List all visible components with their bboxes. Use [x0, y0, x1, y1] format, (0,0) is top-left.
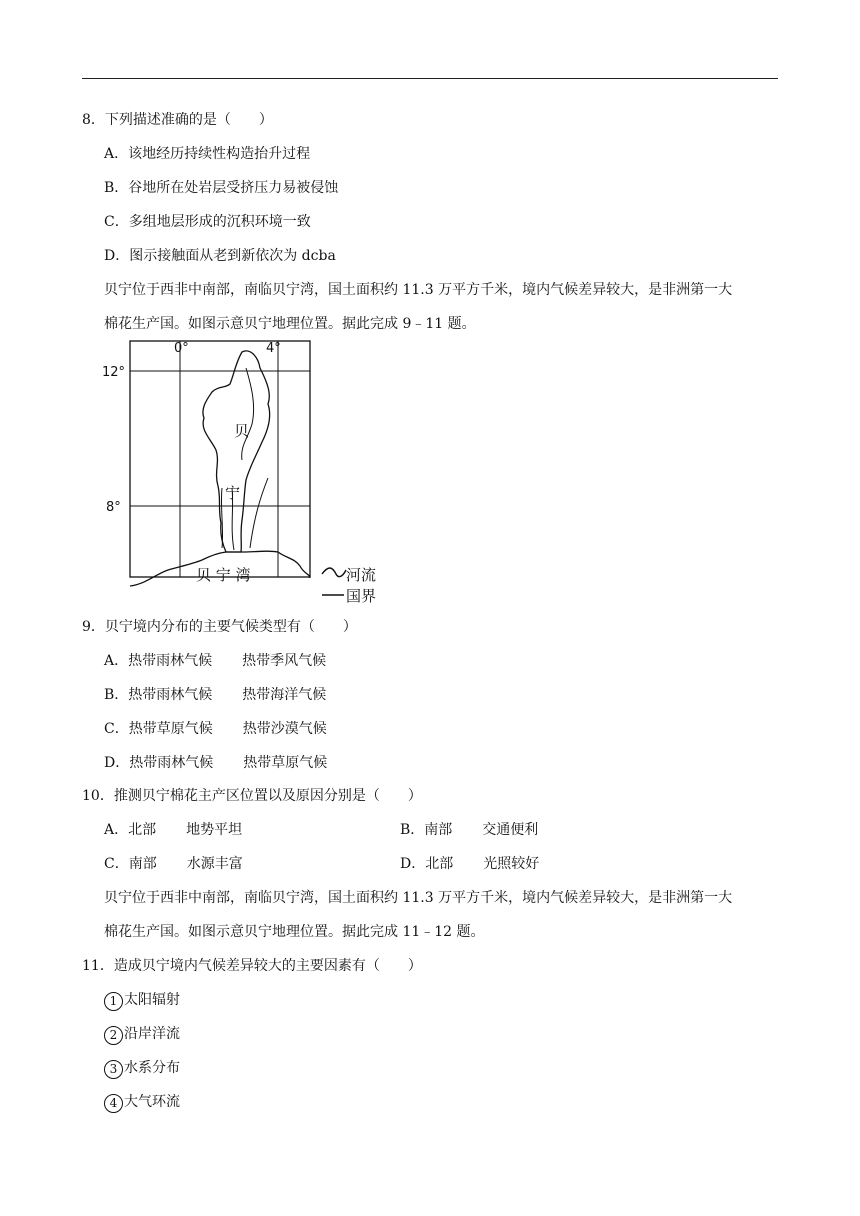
q10-option-d: D．北部 光照较好: [400, 856, 540, 872]
benin-border: [203, 351, 270, 552]
river-north: [242, 368, 254, 460]
q11-stem: 11．造成贝宁境内气候差异较大的主要因素有（ ）: [82, 958, 422, 974]
benin-map: [100, 338, 390, 610]
q8-option-c: C．多组地层形成的沉积环境一致: [104, 214, 311, 230]
q10-option-b: B．南部 交通便利: [400, 822, 539, 838]
lon-label-4: 4°: [266, 341, 281, 356]
q11-item-2: 2 沿岸洋流: [104, 1024, 180, 1045]
q11-item-3: 3 水系分布: [104, 1058, 180, 1079]
q9-option-d: D．热带雨林气候 热带草原气候: [104, 755, 328, 771]
circled-number: 4: [104, 1094, 123, 1113]
country-char-2: 宁: [225, 484, 241, 502]
q9-option-c: C．热带草原气候 热带沙漠气候: [104, 721, 327, 737]
q10-option-c: C．南部 水源丰富: [104, 856, 243, 872]
q10-stem: 10．推测贝宁棉花主产区位置以及原因分别是（ ）: [82, 788, 422, 804]
q9-option-b: B．热带雨林气候 热带海洋气候: [104, 687, 327, 703]
q8-stem: 8．下列描述准确的是（ ）: [82, 112, 273, 128]
lat-label-12: 12°: [102, 365, 126, 380]
circled-number: 3: [104, 1060, 123, 1079]
passage2-line2: 棉花生产国。如图示意贝宁地理位置。据此完成 11﹣12 题。: [104, 924, 485, 940]
circled-number: 1: [104, 992, 123, 1011]
q11-item-1: 1 太阳辐射: [104, 990, 180, 1011]
circled-number: 2: [104, 1026, 123, 1045]
header-rule: [82, 78, 778, 79]
lon-label-0: 0°: [174, 341, 189, 356]
country-char-1: 贝: [234, 422, 250, 440]
q9-option-a: A．热带雨林气候 热带季风气候: [104, 653, 327, 669]
map-frame: [130, 341, 310, 577]
river-legend-icon: [322, 568, 346, 577]
passage2-line1: 贝宁位于西非中南部，南临贝宁湾，国土面积约 11.3 万平方千米，境内气候差异较大，是非洲第一大: [104, 890, 733, 906]
bay-label: 贝 宁 湾: [196, 566, 251, 584]
q8-option-d: D．图示接触面从老到新依次为 dcba: [104, 248, 336, 264]
q9-stem: 9．贝宁境内分布的主要气候类型有（ ）: [82, 619, 357, 635]
passage1-line1: 贝宁位于西非中南部，南临贝宁湾，国土面积约 11.3 万平方千米，境内气候差异较大，是非洲第一大: [104, 282, 733, 298]
q8-option-b: B．谷地所在处岩层受挤压力易被侵蚀: [104, 180, 339, 196]
legend-river-label: 河流: [346, 566, 377, 584]
q8-option-a: A．该地经历持续性构造抬升过程: [104, 146, 311, 162]
q10-option-a: A．北部 地势平坦: [104, 822, 243, 838]
passage1-line2: 棉花生产国。如图示意贝宁地理位置。据此完成 9﹣11 题。: [104, 316, 476, 332]
legend-border-label: 国界: [346, 587, 377, 605]
river-east: [250, 478, 268, 548]
lat-label-8: 8°: [106, 500, 121, 515]
q11-item-4: 4 大气环流: [104, 1092, 180, 1113]
